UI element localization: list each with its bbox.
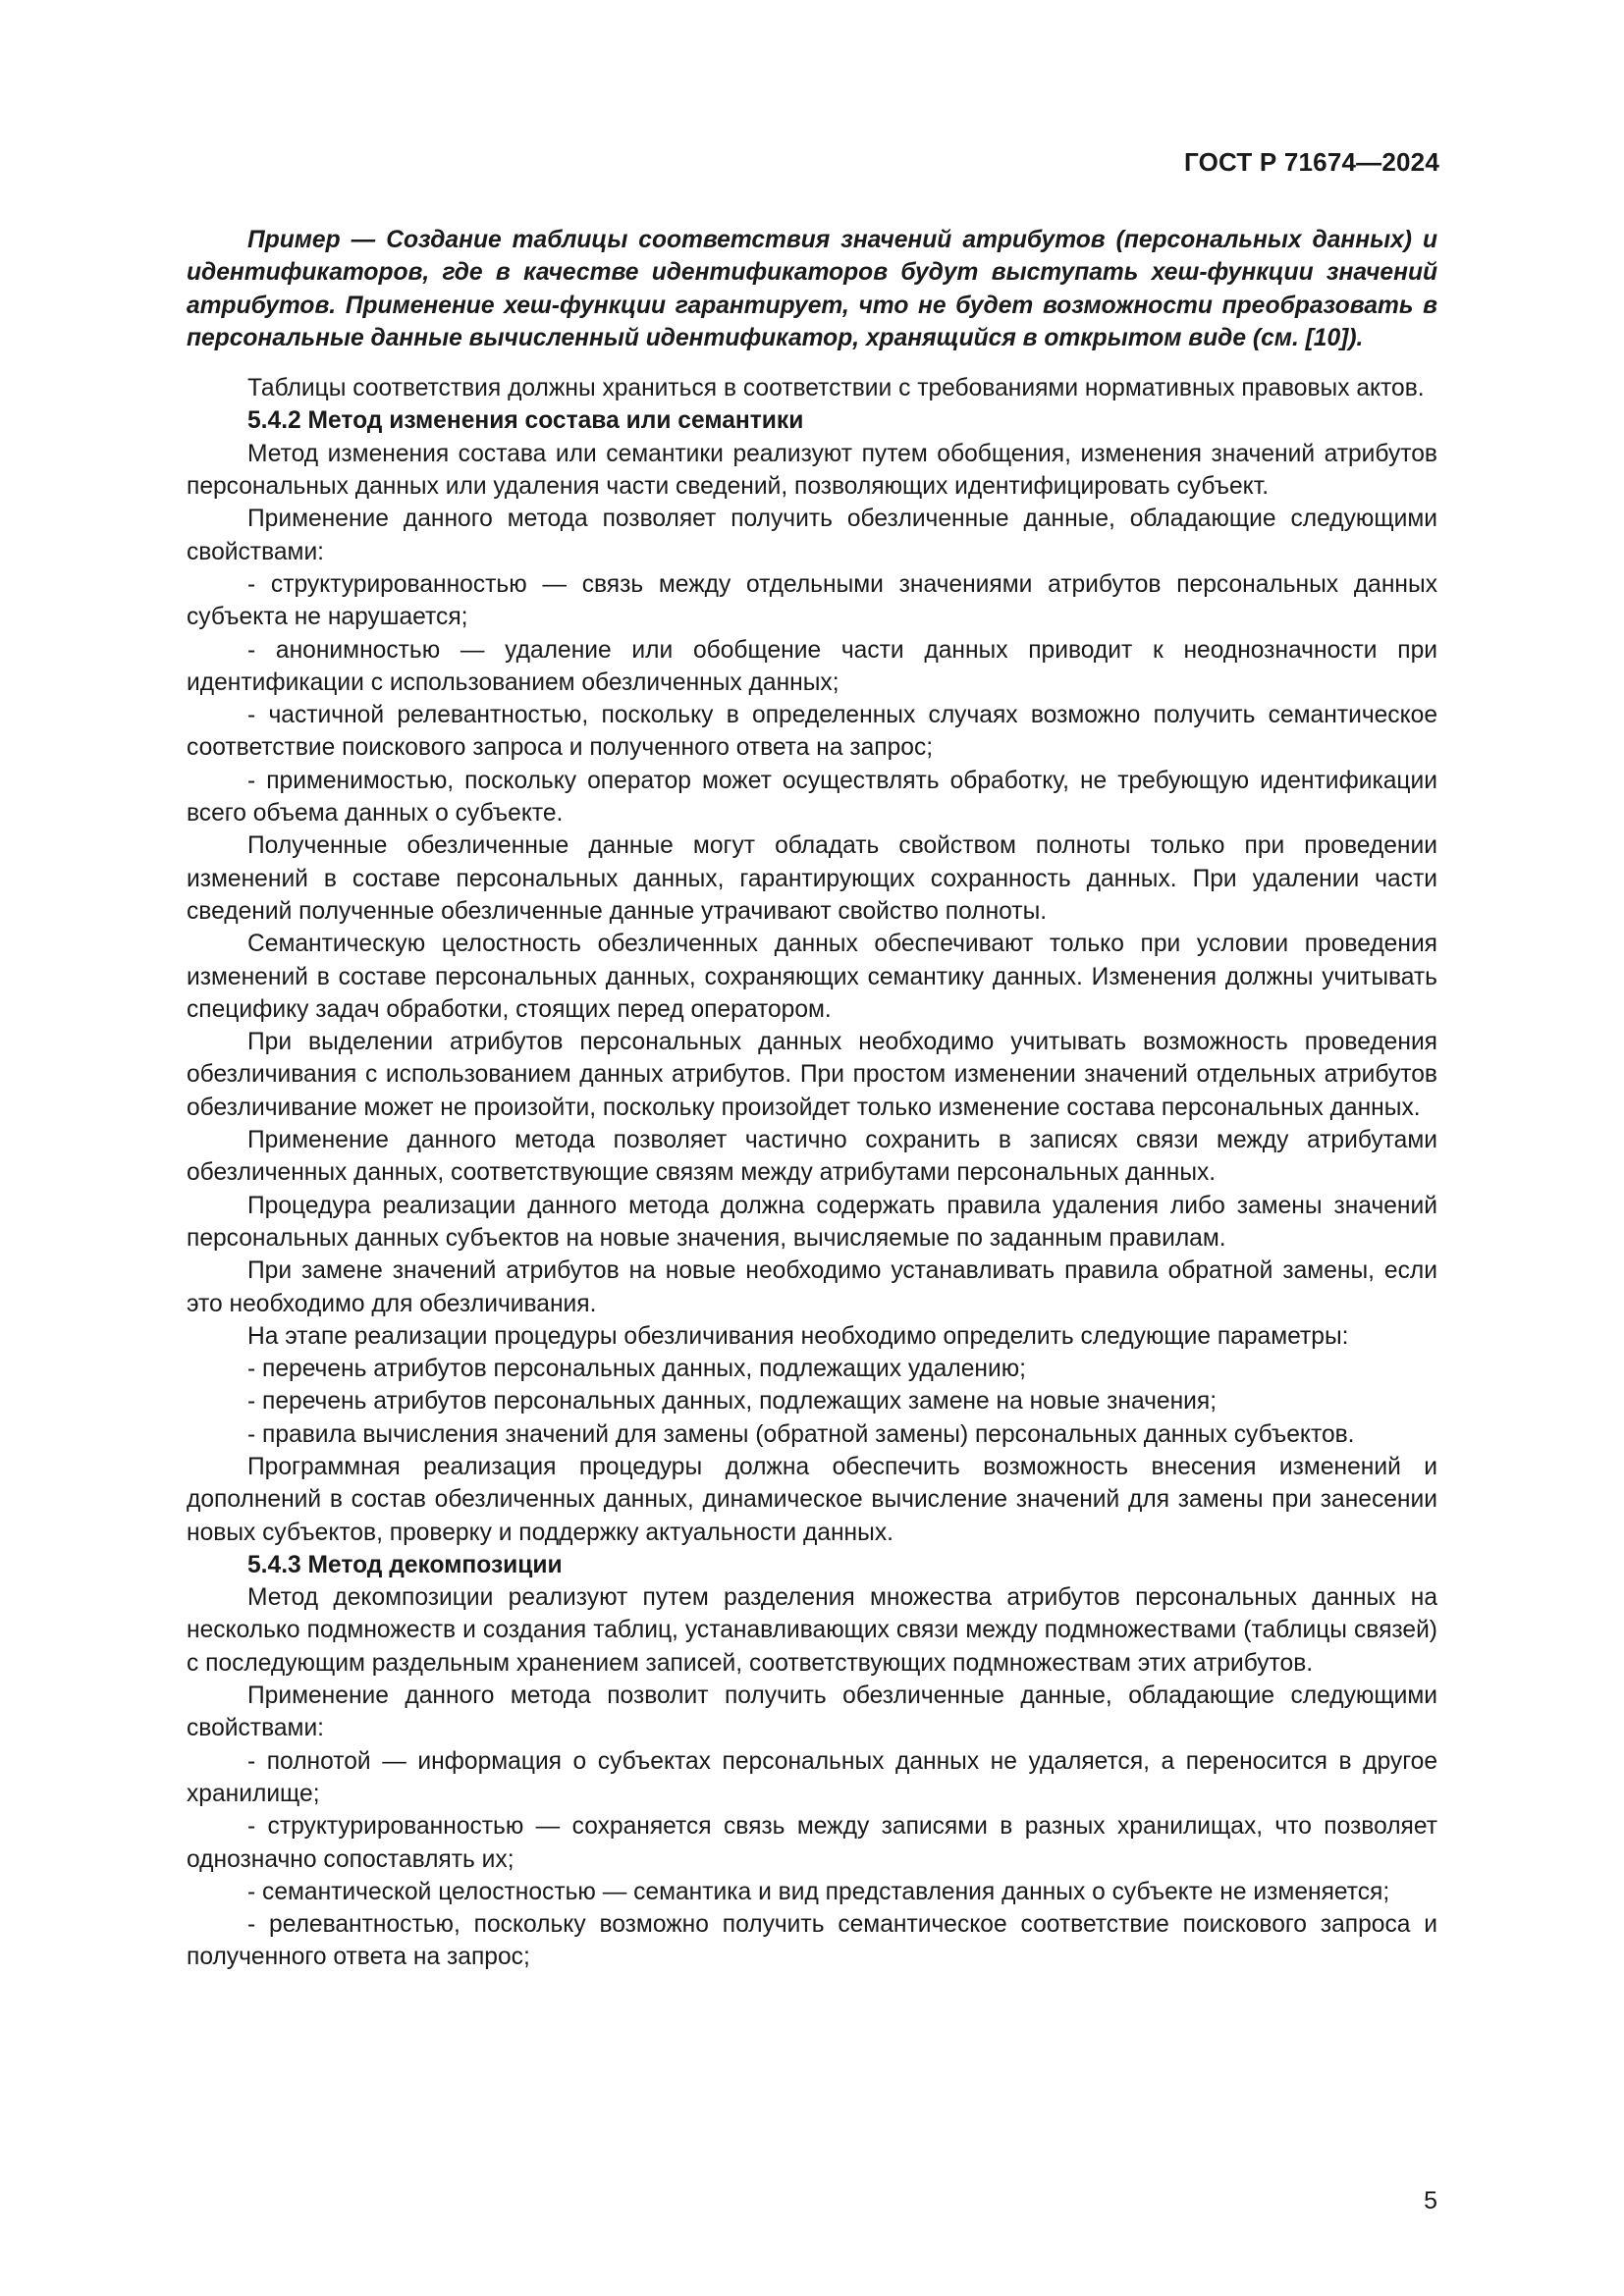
page-number: 5 — [1424, 2187, 1437, 2215]
list-item: - структурированностью — связь между отдельными значениями атрибутов персональных данных субъекта не нарушается; — [187, 570, 1437, 631]
paragraph: Таблицы соответствия должны храниться в соответствии с требованиями нормативных правовых актов. — [247, 375, 1425, 402]
list-item: - правила вычисления значений для замены (обратной замены) персональных данных субъектов. — [247, 1420, 1355, 1448]
list-item: - полнотой — информация о субъектах персональных данных не удаляется, а переносится в другое хранилище; — [187, 1747, 1437, 1807]
paragraph: Семантическую целостность обезличенных данных обеспечивают только при условии проведения изменений в составе персональных данных, сохраняющих семантику данных. Изменения должны учитывать специфику задач обработки, стоящих перед оператором. — [187, 931, 1437, 1023]
list-item: - анонимностью — удаление или обобщение части данных приводит к неоднозначности при идентификации с использованием обезличенных данных; — [187, 636, 1437, 696]
paragraph: При замене значений атрибутов на новые необходимо устанавливать правила обратной замены, если это необходимо для обезличивания. — [187, 1257, 1437, 1317]
list-item: - частичной релевантностью, поскольку в определенных случаях возможно получить семантическое соответствие поискового запроса и полученного ответа на запрос; — [187, 702, 1437, 762]
list-item: - релевантностью, поскольку возможно получить семантическое соответствие поискового запроса и полученного ответа на запрос; — [187, 1911, 1437, 1971]
document-body — [187, 224, 1437, 1974]
paragraph: Метод декомпозиции реализуют путем разделения множества атрибутов персональных данных на несколько подмножеств и создания таблиц, устанавливающих связи между подмножествами (таблицы связей) с последующим раздельным хранением записей, соответствующих подмножествам этих атрибутов. — [187, 1584, 1437, 1677]
list-item: - семантической целостностью — семантика и вид представления данных о субъекте не изменяется; — [247, 1878, 1390, 1905]
list-item: - перечень атрибутов персональных данных, подлежащих удалению; — [247, 1356, 1026, 1383]
paragraph: Полученные обезличенные данные могут обладать свойством полноты только при проведении изменений в составе персональных данных, гарантирующих сохранность данных. При удалении части сведений полученные обезличенные данные утрачивают свойство полноты. — [187, 832, 1437, 925]
list-item: - структурированностью — сохраняется связь между записями в разных хранилищах, что позволяет однозначно сопоставлять их; — [187, 1813, 1437, 1873]
list-item: - применимостью, поскольку оператор может осуществлять обработку, не требующую идентификации всего объема данных о субъекте. — [187, 767, 1437, 828]
document-header: ГОСТ Р 71674—2024 — [1184, 147, 1439, 177]
paragraph: При выделении атрибутов персональных данных необходимо учитывать возможность проведения обезличивания с использованием данных атрибутов. При простом изменении значений отдельных атрибутов обезличивание может не произойти, поскольку произойдет только изменение состава персональных данных. — [187, 1029, 1437, 1121]
section-heading-5-4-2: 5.4.2 Метод изменения состава или семантики — [247, 407, 804, 435]
section-heading-5-4-3: 5.4.3 Метод декомпозиции — [247, 1551, 563, 1578]
paragraph: Процедура реализации данного метода должна содержать правила удаления либо замены значений персональных данных субъектов на новые значения, вычисляемые по заданным правилам. — [187, 1192, 1437, 1252]
paragraph: Применение данного метода позволит получить обезличенные данные, обладающие следующими свойствами: — [187, 1682, 1437, 1742]
example-note: Пример — Создание таблицы соответствия значений атрибутов (персональных данных) и идентификаторов, где в качестве идентификаторов будут выступать хеш-функции значений атрибутов. Применение хеш-функции гарантирует, что не будет возможности преобразовать в персональные данные вычисленный идентификатор, хранящийся в открытом виде (см. [10]). — [187, 227, 1437, 351]
paragraph: На этапе реализации процедуры обезличивания необходимо определить следующие параметры: — [247, 1322, 1349, 1350]
list-item: - перечень атрибутов персональных данных, подлежащих замене на новые значения; — [247, 1388, 1218, 1415]
paragraph: Программная реализация процедуры должна обеспечить возможность внесения изменений и дополнений в состав обезличенных данных, динамическое вычисление значений для замены при занесении новых субъектов, проверку и поддержку актуальности данных. — [187, 1453, 1437, 1546]
paragraph: Метод изменения состава или семантики реализуют путем обобщения, изменения значений атрибутов персональных данных или удаления части сведений, позволяющих идентифицировать субъект. — [187, 440, 1437, 501]
paragraph: Применение данного метода позволяет получить обезличенные данные, обладающие следующими свойствами: — [187, 506, 1437, 565]
paragraph: Применение данного метода позволяет частично сохранить в записях связи между атрибутами обезличенных данных, соответствующие связям между атрибутами персональных данных. — [187, 1127, 1437, 1187]
